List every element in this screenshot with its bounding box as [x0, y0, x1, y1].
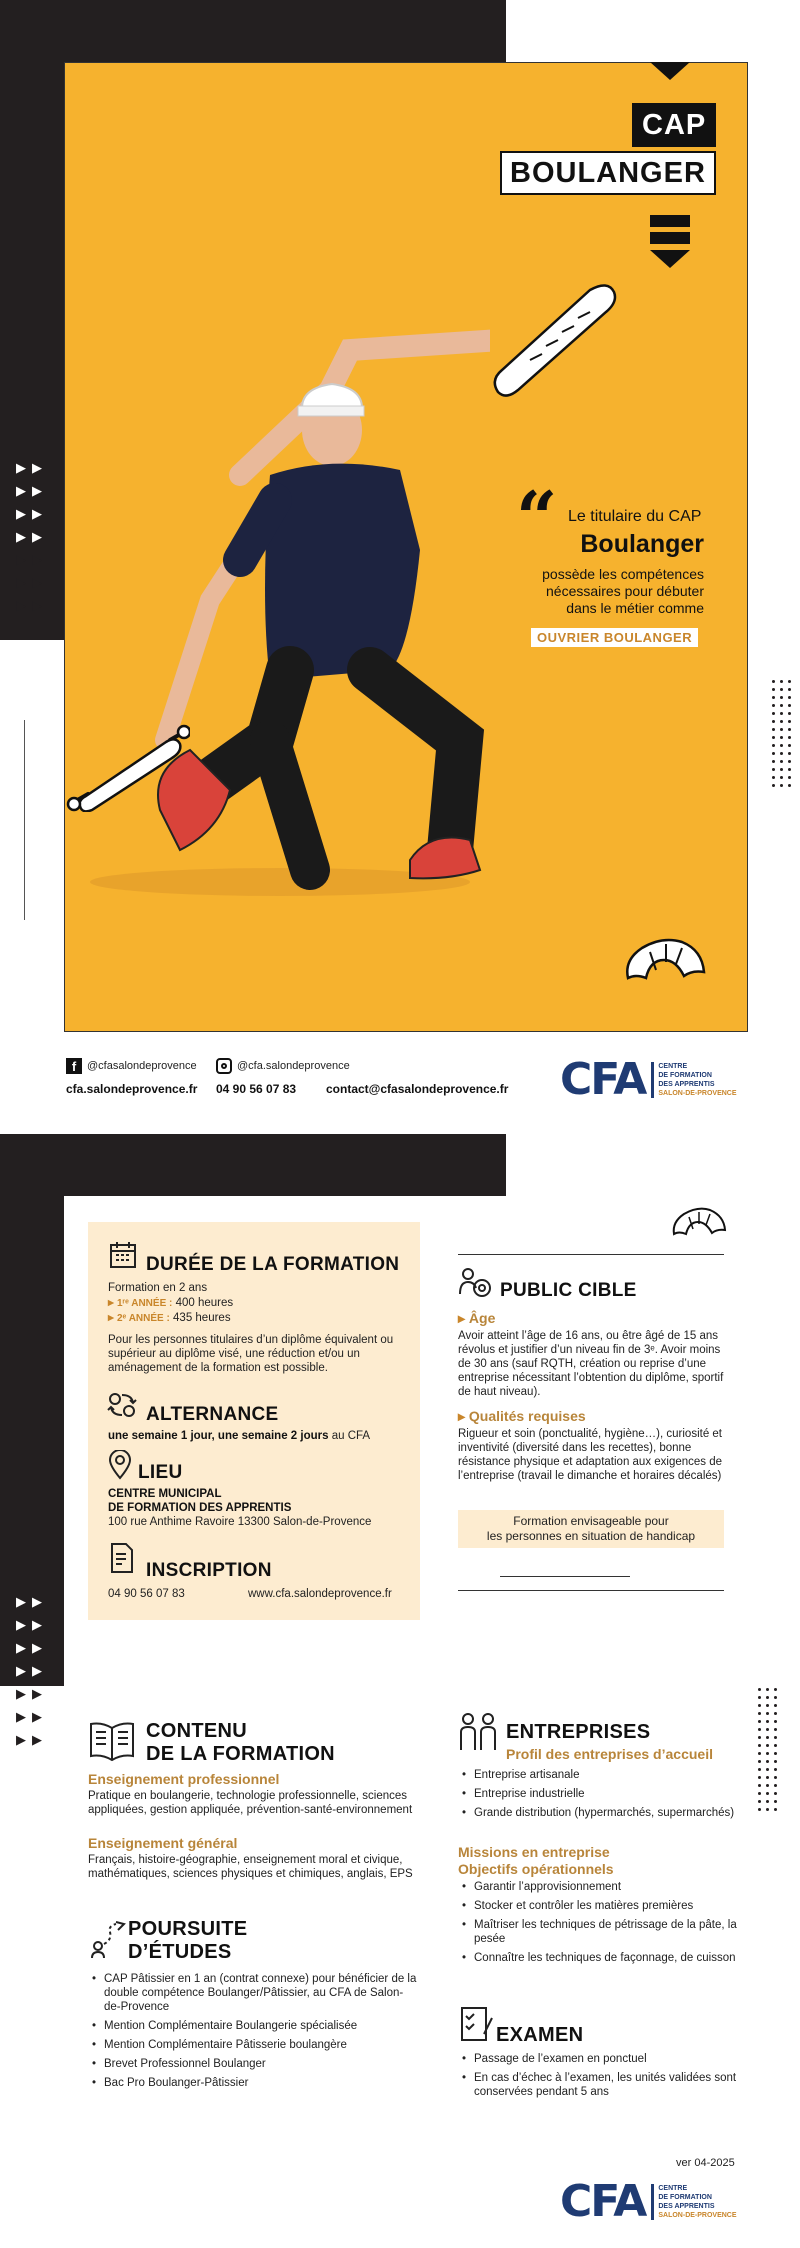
pro-text: Pratique en boulangerie, technologie professionnelle, sciences appliquées, gestion appliquée, prévention-santé-environnement — [88, 1790, 413, 1816]
dot-deco — [766, 1744, 769, 1747]
inscription-website[interactable]: www.cfa.salondeprovence.fr — [248, 1588, 392, 1600]
gold-arrow-icon: ▸ — [108, 1312, 114, 1324]
dot-deco — [758, 1760, 761, 1763]
dot-deco — [780, 736, 783, 739]
dot-deco — [780, 728, 783, 731]
list-item: • Mention Complémentaire Boulangerie spécialisée — [88, 2019, 418, 2033]
arrow-icon: ▶▶ — [16, 1594, 48, 1609]
dot-deco — [772, 680, 775, 683]
year1-value: 400 heures — [175, 1297, 234, 1309]
arrow-icon: ▶▶ — [16, 483, 48, 498]
dot-deco — [788, 760, 791, 763]
dot-deco — [774, 1768, 777, 1771]
gold-arrow-icon: ▸ — [458, 1310, 466, 1326]
dot-deco — [758, 1728, 761, 1731]
dots-pattern-deco — [758, 1688, 782, 1828]
document-edit-icon — [108, 1542, 136, 1574]
dot-deco — [772, 704, 775, 707]
phone-number[interactable]: 04 90 56 07 83 — [216, 1082, 297, 1096]
dot-deco — [788, 688, 791, 691]
arrow-icon: ▶▶ — [16, 575, 48, 590]
cfa-logo — [560, 1054, 737, 1105]
missions-title-line1: Missions en entreprise — [458, 1844, 610, 1860]
dot-deco — [780, 784, 783, 787]
list-item: • Garantir l’approvisionnement — [458, 1880, 738, 1894]
list-item: • Grande distribution (hypermarchés, supermarchés) — [458, 1806, 738, 1820]
gen-title: Enseignement général — [88, 1835, 238, 1851]
dot-deco — [780, 752, 783, 755]
dot-deco — [758, 1752, 761, 1755]
dot-deco — [780, 760, 783, 763]
arrow-icon: ▶▶ — [16, 1640, 48, 1655]
title-cap: CAP — [632, 103, 716, 147]
dot-deco — [774, 1704, 777, 1707]
dot-deco — [774, 1736, 777, 1739]
list-item: • Connaître les techniques de façonnage, de cuisson — [458, 1951, 738, 1965]
public-title: PUBLIC CIBLE — [500, 1280, 637, 1301]
alternance-title: ALTERNANCE — [146, 1404, 279, 1425]
dot-deco — [758, 1800, 761, 1803]
quote-intro: Le titulaire du CAP — [568, 508, 702, 525]
dot-deco — [788, 744, 791, 747]
poursuite-title-line1: POURSUITE — [128, 1918, 248, 1940]
list-item: • Passage de l’examen en ponctuel — [458, 2052, 738, 2066]
facebook-handle: @cfasalondeprovence — [87, 1060, 197, 1072]
dot-deco — [788, 728, 791, 731]
profil-list — [458, 1768, 738, 1825]
dot-deco — [772, 728, 775, 731]
list-item: • Bac Pro Boulanger-Pâtissier — [88, 2076, 418, 2090]
dot-deco — [774, 1688, 777, 1691]
dot-deco — [774, 1712, 777, 1715]
entreprises-title: ENTREPRISES — [506, 1721, 651, 1743]
dot-deco — [788, 712, 791, 715]
rolling-pin-icon — [66, 722, 190, 812]
divider-line — [458, 1254, 724, 1255]
dot-deco — [774, 1760, 777, 1763]
cfa-logo — [560, 2176, 737, 2227]
email-link[interactable]: contact@cfasalondeprovence.fr — [326, 1082, 509, 1096]
arrow-icon: ▶▶ — [16, 1709, 48, 1724]
dot-deco — [772, 736, 775, 739]
gold-arrow-icon: ▸ — [108, 1297, 114, 1309]
dots-pattern-deco — [772, 680, 792, 800]
lieu-line3: 100 rue Anthime Ravoire 13300 Salon-de-Provence — [108, 1516, 372, 1528]
dot-deco — [758, 1792, 761, 1795]
cfa-logo-line: CENTRE — [658, 1063, 688, 1070]
dot-deco — [766, 1808, 769, 1811]
dot-deco — [772, 720, 775, 723]
duree-year2 — [108, 1311, 231, 1326]
dot-deco — [780, 688, 783, 691]
dot-deco — [780, 696, 783, 699]
target-person-icon — [458, 1266, 492, 1298]
arrow-column-deco — [16, 456, 48, 617]
duree-year1 — [108, 1296, 233, 1311]
examen-title: EXAMEN — [496, 2024, 584, 2046]
dot-deco — [766, 1712, 769, 1715]
list-item: • Entreprise industrielle — [458, 1787, 738, 1801]
cfa-logo-line: SALON-DE-PROVENCE — [658, 2212, 737, 2219]
dot-deco — [780, 768, 783, 771]
inscription-title: INSCRIPTION — [146, 1560, 272, 1581]
instagram-handle: @cfa.salondeprovence — [237, 1060, 350, 1072]
cfa-logo-letters: CFA — [560, 2176, 646, 2227]
facebook-link[interactable] — [66, 1058, 197, 1074]
dot-deco — [766, 1736, 769, 1739]
missions-list — [458, 1880, 738, 1970]
list-item: • Stocker et contrôler les matières premières — [458, 1899, 738, 1913]
deco-bar — [650, 215, 690, 227]
dot-deco — [766, 1720, 769, 1723]
dot-deco — [766, 1784, 769, 1787]
baker-photo — [70, 270, 490, 910]
cfa-logo-line: DE FORMATION — [658, 1072, 712, 1079]
dot-deco — [758, 1744, 761, 1747]
dot-deco — [774, 1752, 777, 1755]
dot-deco — [772, 696, 775, 699]
quote-body-line: possède les compétences — [542, 566, 704, 582]
gold-arrow-icon: ▸ — [458, 1408, 466, 1424]
lieu-line2: DE FORMATION DES APPRENTIS — [108, 1502, 292, 1514]
dot-deco — [766, 1800, 769, 1803]
arrow-icon: ▶▶ — [16, 1663, 48, 1678]
instagram-icon — [216, 1058, 232, 1074]
dot-deco — [774, 1800, 777, 1803]
cfa-logo-line: SALON-DE-PROVENCE — [658, 1090, 737, 1097]
cfa-logo-line: CENTRE — [658, 2185, 688, 2192]
lieu-line1: CENTRE MUNICIPAL — [108, 1488, 222, 1500]
dot-deco — [766, 1768, 769, 1771]
dot-deco — [766, 1752, 769, 1755]
dot-deco — [758, 1784, 761, 1787]
qualites-text: Rigueur et soin (ponctualité, hygiène…), curiosité et inventivité (diversité dans les recettes), bonne résistance physique et adaptation aux exigences de l’entreprise (travail le dimanche et horaires décalés) — [458, 1428, 723, 1482]
dot-deco — [774, 1744, 777, 1747]
cfa-logo-line: DES APPRENTIS — [658, 1081, 715, 1088]
dot-deco — [788, 736, 791, 739]
dot-deco — [772, 744, 775, 747]
pro-title: Enseignement professionnel — [88, 1771, 280, 1787]
croissant-icon — [670, 1202, 728, 1246]
dot-deco — [766, 1792, 769, 1795]
dot-deco — [788, 768, 791, 771]
dot-deco — [766, 1728, 769, 1731]
dot-deco — [766, 1696, 769, 1699]
alternance-rest: au CFA — [331, 1430, 371, 1442]
arrow-icon: ▶▶ — [16, 1732, 48, 1747]
people-icon — [456, 1712, 500, 1752]
year2-value: 435 heures — [173, 1312, 231, 1324]
dot-deco — [788, 704, 791, 707]
list-item: • En cas d’échec à l’examen, les unités validées sont conservées pendant 5 ans — [458, 2071, 738, 2099]
dot-deco — [758, 1808, 761, 1811]
dot-deco — [774, 1696, 777, 1699]
dot-deco — [758, 1704, 761, 1707]
dot-deco — [788, 784, 791, 787]
baguette-icon — [490, 280, 620, 400]
dot-deco — [780, 776, 783, 779]
dot-deco — [758, 1696, 761, 1699]
dot-deco — [788, 720, 791, 723]
handicap-box — [458, 1510, 724, 1548]
examen-list — [458, 2052, 738, 2104]
dot-deco — [758, 1712, 761, 1715]
dot-deco — [758, 1736, 761, 1739]
dot-deco — [774, 1792, 777, 1795]
dot-deco — [758, 1768, 761, 1771]
inscription-phone[interactable]: 04 90 56 07 83 — [108, 1588, 185, 1600]
arrow-icon: ▶▶ — [16, 552, 48, 567]
alternance-strong: une semaine 1 jour, une semaine 2 jours — [108, 1430, 329, 1442]
quote-mark-icon: “ — [516, 475, 558, 560]
quote-strong: Boulanger — [580, 530, 704, 558]
arrow-icon: ▶▶ — [16, 1617, 48, 1632]
alternance-icon — [106, 1390, 138, 1420]
dot-deco — [788, 680, 791, 683]
dot-deco — [772, 776, 775, 779]
title-boulanger: BOULANGER — [500, 151, 716, 195]
quote-body-line: dans le métier comme — [566, 600, 704, 616]
dot-deco — [772, 760, 775, 763]
dot-deco — [788, 776, 791, 779]
dot-deco — [780, 744, 783, 747]
website-link[interactable]: cfa.salondeprovence.fr — [66, 1082, 198, 1096]
poursuite-list — [88, 1972, 418, 2095]
dot-deco — [766, 1688, 769, 1691]
career-path-icon — [88, 1920, 128, 1960]
dot-deco — [772, 688, 775, 691]
cfa-logo-line: DES APPRENTIS — [658, 2203, 715, 2210]
open-book-icon — [88, 1720, 136, 1762]
cfa-logo-line: DE FORMATION — [658, 2194, 712, 2201]
arrow-icon: ▶▶ — [16, 598, 48, 613]
contenu-title-line2: DE LA FORMATION — [146, 1743, 335, 1765]
contenu-title-line1: CONTENU — [146, 1720, 247, 1742]
qualites-title — [458, 1408, 586, 1425]
dot-deco — [780, 680, 783, 683]
gen-text: Français, histoire-géographie, enseignement moral et civique, mathématiques, sciences physiques et chimiques, anglais, EPS — [88, 1854, 413, 1880]
dot-deco — [774, 1728, 777, 1731]
list-item: • Brevet Professionnel Boulanger — [88, 2057, 418, 2071]
divider-line — [458, 1590, 724, 1591]
dot-deco — [774, 1784, 777, 1787]
exam-checklist-icon — [458, 2004, 494, 2044]
age-title — [458, 1310, 495, 1327]
location-pin-icon — [108, 1450, 132, 1480]
dot-deco — [772, 712, 775, 715]
year1-label: 1ʳᵉ ANNÉE : — [116, 1298, 173, 1309]
quote-body-line: nécessaires pour débuter — [546, 583, 704, 599]
duree-title: DURÉE DE LA FORMATION — [146, 1254, 400, 1275]
dot-deco — [780, 704, 783, 707]
dot-deco — [758, 1776, 761, 1779]
lieu-title: LIEU — [138, 1462, 183, 1483]
dot-deco — [758, 1688, 761, 1691]
croissant-icon — [622, 930, 708, 996]
year2-label: 2ᵉ ANNÉE : — [116, 1313, 170, 1324]
age-title-text: Âge — [468, 1310, 496, 1326]
dot-deco — [788, 752, 791, 755]
deco-vertical-line — [24, 720, 25, 920]
dot-deco — [780, 712, 783, 715]
top-triangle-icon — [650, 62, 690, 80]
facebook-icon: f — [66, 1058, 82, 1074]
dot-deco — [772, 768, 775, 771]
poursuite-title-line2: D’ÉTUDES — [128, 1941, 232, 1963]
cfa-logo-subtitle — [651, 2184, 736, 2220]
cfa-logo-letters: CFA — [560, 1054, 646, 1105]
dot-deco — [772, 784, 775, 787]
calendar-icon — [108, 1240, 138, 1270]
duree-line1: Formation en 2 ans — [108, 1282, 208, 1294]
dot-deco — [780, 720, 783, 723]
list-item: • Mention Complémentaire Pâtisserie boulangère — [88, 2038, 418, 2052]
deco-bar — [650, 232, 690, 244]
dot-deco — [766, 1760, 769, 1763]
divider-line — [500, 1576, 630, 1577]
dot-deco — [774, 1776, 777, 1779]
arrow-icon: ▶▶ — [16, 1686, 48, 1701]
version-label: ver 04-2025 — [676, 2157, 735, 2169]
cfa-logo-subtitle — [651, 1062, 736, 1098]
list-item: • Maîtriser les techniques de pétrissage de la pâte, la pesée — [458, 1918, 738, 1946]
dot-deco — [758, 1720, 761, 1723]
dot-deco — [788, 696, 791, 699]
quote-body — [500, 566, 704, 617]
list-item: • Entreprise artisanale — [458, 1768, 738, 1782]
dot-deco — [766, 1776, 769, 1779]
arrow-icon: ▶▶ — [16, 460, 48, 475]
alternance-text — [108, 1429, 370, 1443]
dot-deco — [766, 1704, 769, 1707]
dot-deco — [774, 1720, 777, 1723]
qualites-title-text: Qualités requises — [468, 1408, 586, 1424]
handicap-line: les personnes en situation de handicap — [486, 1529, 696, 1543]
age-text: Avoir atteint l’âge de 16 ans, ou être âgé de 15 ans révolus et justifier d’un niveau fin de 3ᵉ. Avoir moins de 30 ans (sauf RQTH, création ou reprise d’une entreprise nécessitant l’obtention du diplôme, sportif de haut niveau). — [458, 1330, 724, 1398]
duree-note: Pour les personnes titulaires d’un diplôme équivalent ou supérieur au diplôme visé, une réduction et/ou un aménagement de la formation est possible. — [108, 1334, 394, 1374]
handicap-line: Formation envisageable pour — [513, 1514, 669, 1528]
dot-deco — [772, 752, 775, 755]
quote-badge: OUVRIER BOULANGER — [531, 628, 698, 647]
profil-title: Profil des entreprises d’accueil — [506, 1746, 713, 1762]
missions-title-line2: Objectifs opérationnels — [458, 1861, 614, 1877]
arrow-icon: ▶▶ — [16, 506, 48, 521]
arrow-column-deco — [16, 1590, 48, 1751]
dot-deco — [774, 1808, 777, 1811]
instagram-link[interactable] — [216, 1058, 350, 1074]
deco-triangle-icon — [650, 250, 690, 268]
list-item: • CAP Pâtissier en 1 an (contrat connexe) pour bénéficier de la double compétence Boulanger/Pâtissier, au CFA de Salon-de-Provence — [88, 1972, 418, 2014]
arrow-icon: ▶▶ — [16, 529, 48, 544]
